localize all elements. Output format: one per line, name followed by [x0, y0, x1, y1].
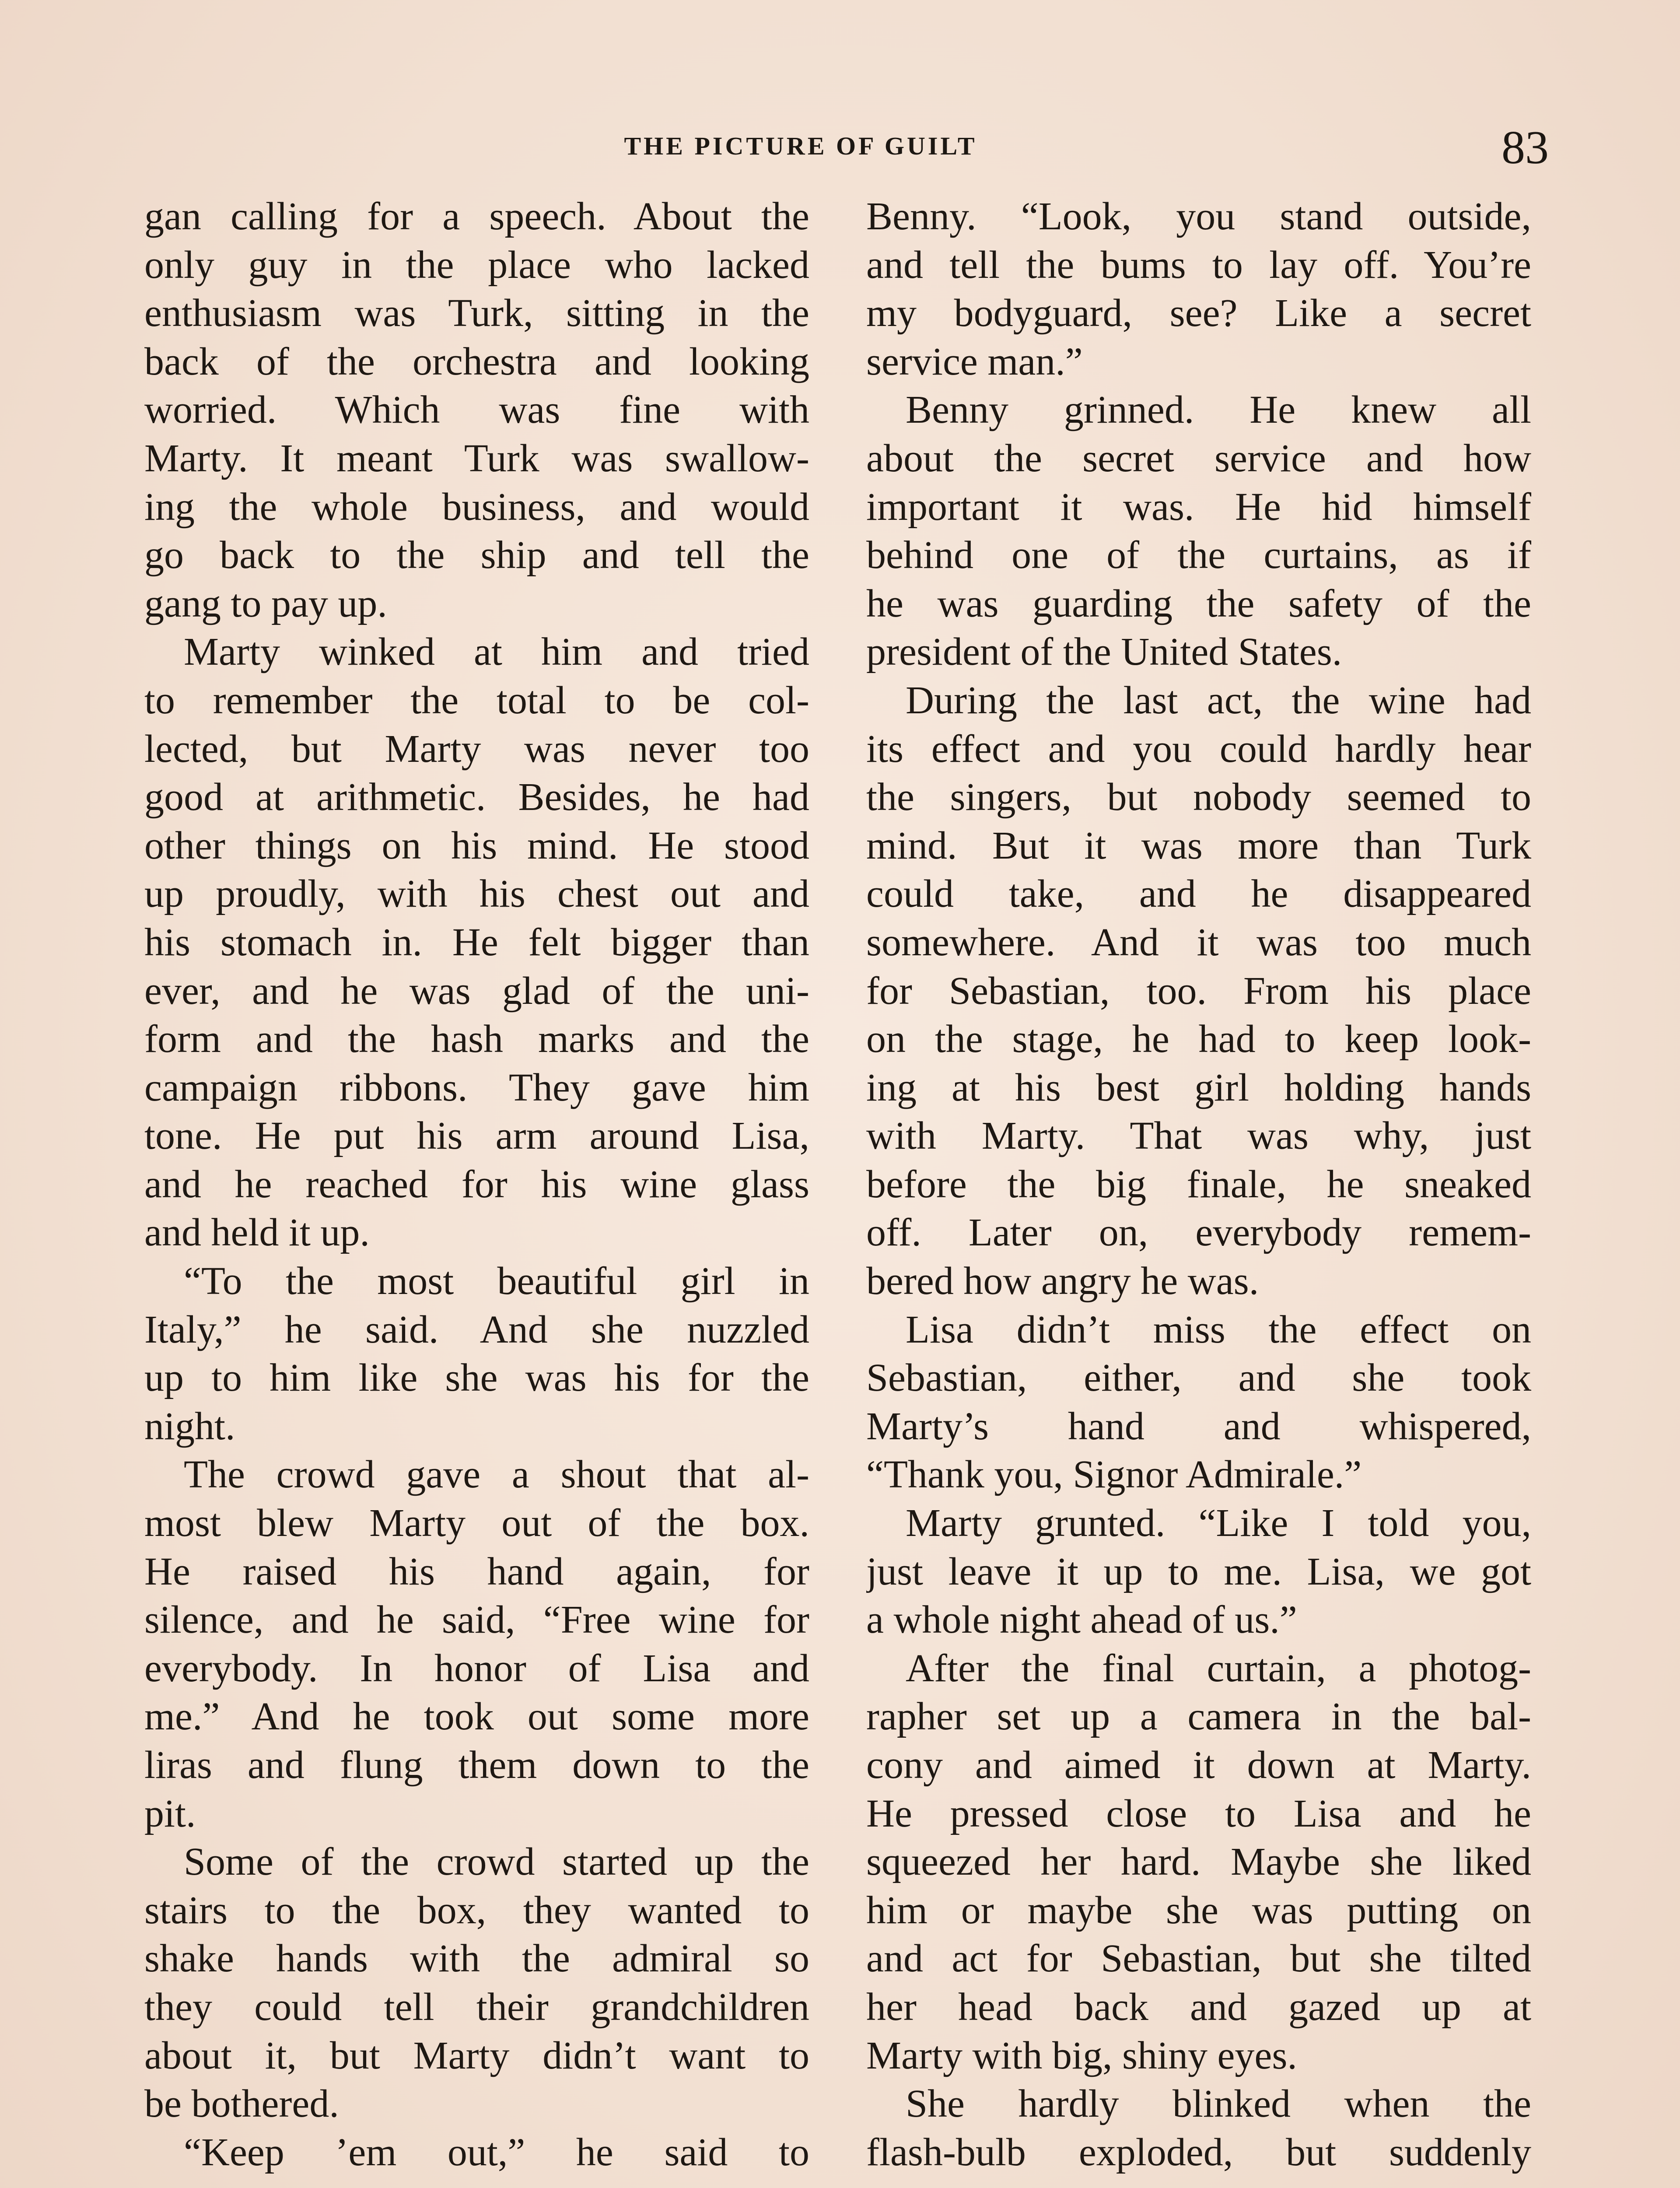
right-column-line: mind. But it was more than Turk: [866, 824, 1531, 867]
left-column-line: stairs to the box, they wanted to: [144, 1888, 809, 1932]
right-column-line: behind one of the curtains, as if: [866, 533, 1531, 577]
left-column-line: go back to the ship and tell the: [144, 533, 809, 577]
right-column-line: Lisa didn’t miss the effect on: [906, 1308, 1531, 1351]
left-column-line: lected, but Marty was never too: [144, 727, 809, 771]
left-column-line: Some of the crowd started up the: [184, 1840, 809, 1884]
left-column-line: up to him like she was his for the: [144, 1356, 809, 1400]
right-column-line: about the secret service and how: [866, 436, 1531, 480]
left-column-line: be bothered.: [144, 2082, 339, 2126]
right-column-line: and act for Sebastian, but she tilted: [866, 1937, 1531, 1981]
left-column-line: campaign ribbons. They gave him: [144, 1066, 809, 1109]
right-column-line: the singers, but nobody seemed to: [866, 775, 1531, 819]
left-column-line: and he reached for his wine glass: [144, 1162, 809, 1206]
right-column-line: Marty with big, shiny eyes.: [866, 2034, 1297, 2077]
right-column-line: my bodyguard, see? Like a secret: [866, 291, 1531, 335]
right-column-line: just leave it up to me. Lisa, we got: [866, 1550, 1531, 1593]
right-column-line: She hardly blinked when the: [906, 2082, 1531, 2126]
left-column-line: about it, but Marty didn’t want to: [144, 2034, 809, 2077]
left-column-line: gang to pay up.: [144, 582, 387, 625]
left-column-line: most blew Marty out of the box.: [144, 1501, 809, 1545]
right-column-line: He pressed close to Lisa and he: [866, 1792, 1531, 1835]
left-column-line: Italy,” he said. And she nuzzled: [144, 1308, 809, 1351]
right-column-line: with Marty. That was why, just: [866, 1114, 1531, 1158]
right-column-line: before the big finale, he sneaked: [866, 1162, 1531, 1206]
right-column-line: on the stage, he had to keep look-: [866, 1017, 1531, 1061]
right-column-line: for Sebastian, too. From his place: [866, 969, 1531, 1013]
left-column-line: Marty winked at him and tried: [184, 630, 809, 674]
left-column-line: liras and flung them down to the: [144, 1743, 809, 1787]
left-column-line: He raised his hand again, for: [144, 1550, 809, 1593]
left-column-line: form and the hash marks and the: [144, 1017, 809, 1061]
left-column-line: night.: [144, 1404, 235, 1448]
left-column-line: gan calling for a speech. About the: [144, 195, 809, 238]
left-column-line: only guy in the place who lacked: [144, 243, 809, 287]
left-column-line: they could tell their grandchildren: [144, 1985, 809, 2029]
right-column-line: he was guarding the safety of the: [866, 582, 1531, 625]
left-column-line: his stomach in. He felt bigger than: [144, 920, 809, 964]
right-column-line: Sebastian, either, and she took: [866, 1356, 1531, 1400]
right-column-line: cony and aimed it down at Marty.: [866, 1743, 1531, 1787]
right-column-line: her head back and gazed up at: [866, 1985, 1531, 2029]
right-column-line: During the last act, the wine had: [906, 678, 1531, 722]
right-column-line: service man.”: [866, 340, 1083, 383]
left-column-line: pit.: [144, 1792, 196, 1835]
right-column-line: him or maybe she was putting on: [866, 1888, 1531, 1932]
page-number: 83: [1502, 122, 1549, 174]
left-column: [144, 193, 809, 2177]
left-column-line: up proudly, with his chest out and: [144, 872, 809, 916]
left-column-line: shake hands with the admiral so: [144, 1937, 809, 1981]
left-column-line: everybody. In honor of Lisa and: [144, 1646, 809, 1690]
right-column-line: president of the United States.: [866, 630, 1342, 674]
right-column-line: Benny grinned. He knew all: [906, 388, 1531, 432]
left-column-line: to remember the total to be col-: [144, 678, 809, 722]
right-column-line: bered how angry he was.: [866, 1259, 1259, 1303]
running-head: THE PICTURE OF GUILT: [624, 132, 977, 160]
right-column-line: Benny. “Look, you stand outside,: [866, 195, 1531, 238]
right-column-line: flash-bulb exploded, but suddenly: [866, 2130, 1531, 2174]
left-column-line: ing the whole business, and would: [144, 485, 809, 529]
left-column-line: me.” And he took out some more: [144, 1695, 809, 1739]
right-column-line: could take, and he disappeared: [866, 872, 1531, 916]
right-column-line: and tell the bums to lay off. You’re: [866, 243, 1531, 287]
right-column-line: squeezed her hard. Maybe she liked: [866, 1840, 1531, 1884]
left-column-line: The crowd gave a shout that al-: [184, 1453, 809, 1497]
right-column-line: “Thank you, Signor Admirale.”: [866, 1453, 1362, 1497]
right-column-line: its effect and you could hardly hear: [866, 727, 1531, 771]
right-column-line: somewhere. And it was too much: [866, 920, 1531, 964]
right-column-line: ing at his best girl holding hands: [866, 1066, 1531, 1109]
right-column-line: off. Later on, everybody remem-: [866, 1211, 1531, 1255]
left-column-line: good at arithmetic. Besides, he had: [144, 775, 809, 819]
left-column-line: ever, and he was glad of the uni-: [144, 969, 809, 1013]
right-column-line: important it was. He hid himself: [866, 485, 1531, 529]
left-column-line: “To the most beautiful girl in: [184, 1259, 809, 1303]
right-column-line: rapher set up a camera in the bal-: [866, 1695, 1531, 1739]
right-column-line: After the final curtain, a photog-: [906, 1646, 1531, 1690]
right-column: [866, 193, 1531, 2177]
left-column-line: back of the orchestra and looking: [144, 340, 809, 383]
left-column-line: enthusiasm was Turk, sitting in the: [144, 291, 809, 335]
right-column-line: a whole night ahead of us.”: [866, 1598, 1297, 1642]
left-column-line: “Keep ’em out,” he said to: [184, 2130, 809, 2174]
left-column-line: tone. He put his arm around Lisa,: [144, 1114, 809, 1158]
left-column-line: Marty. It meant Turk was swallow-: [144, 436, 809, 480]
left-column-line: other things on his mind. He stood: [144, 824, 809, 867]
left-column-line: worried. Which was fine with: [144, 388, 809, 432]
left-column-line: silence, and he said, “Free wine for: [144, 1598, 809, 1642]
left-column-line: and held it up.: [144, 1211, 370, 1255]
right-column-line: Marty grunted. “Like I told you,: [906, 1501, 1531, 1545]
right-column-line: Marty’s hand and whispered,: [866, 1404, 1531, 1448]
